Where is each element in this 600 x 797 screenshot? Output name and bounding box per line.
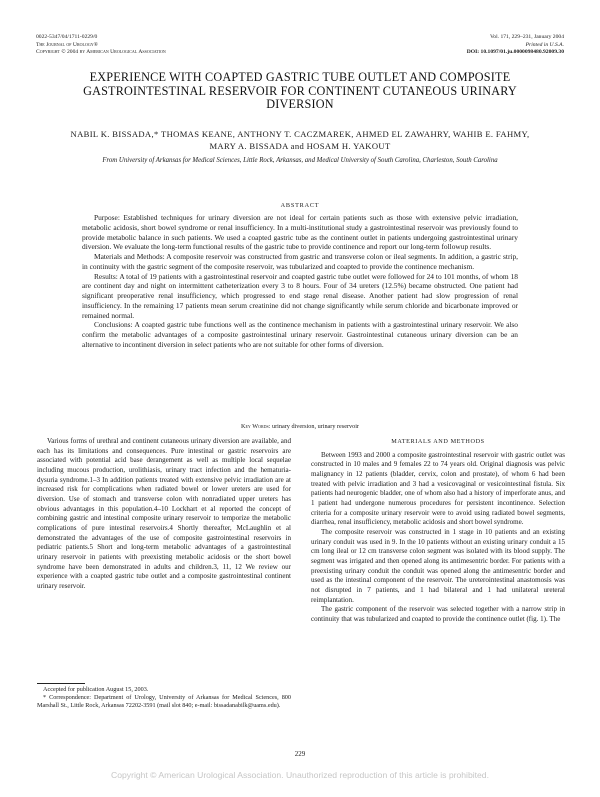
printed-line: Printed in U.S.A. [525,41,564,48]
methods-paragraph-1: Between 1993 and 2000 a composite gastrointestinal reservoir with gastric outlet was constructed in 10 males and 9 females 22 to 74 years old. Original diagnosis was pelvic malignancy in 12 patients (bladder, cervix, colon and prostate), of whom 6 had been treated with pelvic irradiation and 3 had a vesicovaginal or vesicointestinal fistula. Six patients had neurogenic bladder, one of whom also had a history of imperforate anus, and 1 patient had undergone numerous procedures for persistent incontinence. Selection criteria for a composite urinary reservoir were to avoid using radiated bowel segments, diarrhea, renal insufficiency, metabolic acidosis and short bowel syndrome. [311,450,565,527]
journal-header-left [36,34,166,57]
journal-name: The Journal of Urology® [36,41,98,48]
abstract-body [82,213,518,350]
abstract-heading: ABSTRACT [280,202,320,209]
methods-paragraph-2: The composite reservoir was constructed in 1 stage in 10 patients and an existing urinary conduit was used in 9. In the 10 patients without an existing urinary conduit a 15 cm long ileal or 12 cm transverse colon segment was isolated with its blood supply. The segment was irrigated and then opened along its antimesentric border. For patients with a preexisting urinary conduit the conduit was opened along the antimesentric border and used as the intestinal component of the reservoir. The ureterointestinal anastomosis was not disrupted in 7 patients, and 1 had bilateral and 1 had unilateral ureteral reimplantation. [311,527,565,604]
page-number: 229 [294,750,306,758]
section-heading: MATERIALS AND METHODS [391,438,485,445]
abstract-methods: Materials and Methods: A composite reservoir was constructed from gastric and transverse colon or ileal segments. In addition, a gastric strip, in continuity with the gastric segment of the composite reservoir, was tubularized and coapted to provide the continence mechanism. [82,252,518,271]
footnotes [37,686,291,710]
abstract-conclusions: Conclusions: A coapted gastric tube functions well as the continence mechanism in patients with a gastrointestinal urinary reservoir. We also confirm the metabolic advantages of a composite gastrointestinal urinary reservoir. Gastrointestinal cutaneous urinary diversion can be an alternative to incontinent diversion in select patients who are not suitable for other forms of diversion. [82,320,518,349]
footnote-separator [37,683,85,684]
journal-header-right [467,34,564,57]
methods-paragraph-3: The gastric component of the reservoir was selected together with a narrow strip in continuity that was tubularized and coapted to provide the continence outlet (fig. 1). The [311,605,565,623]
volume-line: Vol. 171, 229–231, January 2004 [489,34,564,40]
issn-line: 0022-5347/04/1711-0229/0 [36,34,98,40]
intro-paragraph: Various forms of urethral and continent cutaneous urinary diversion are available, and each has its limitations and consequences. Pure intestinal or gastric reservoirs are associated with potential acid base derangement as well as multiple local sequelae including mucous production, urolithiasis, urinary tract infection and the hematuria-dysuria syndrome.1–3 In addition patients treated with extensive pelvic irradiation are at increased risk for complications when radiated bowel or lower ureters are used for diversion. Use of stomach and transverse colon with nonradiated upper ureters has obvious advantages in this population.4–10 Lockhart et al reported the concept of combining gastric and intestinal composite urinary reservoir to temporize the metabolic complications of pure intestinal reservoirs.4 Shortly thereafter, McLaughlin et al demonstrated the advantages of the use of composite gastrointestinal reservoirs in pediatric patients.5 Short and long-term metabolic advantages of a gastrointestinal urinary reservoir in patients with preexisting metabolic acidosis or the short bowel syndrome have been demonstrated in adults and children.3, 11, 12 We review our experience with a coapted gastric tube outlet and a composite gastrointestinal continent urinary reservoir. [37,437,291,590]
correspondence-note: * Correspondence: Department of Urology, University of Arkansas for Medical Sciences, 800 Marshall St., Little Rock, Arkansas 72202-3591 (mail slot 840; e-mail: bissadanabilk@uams.edu). [37,694,291,710]
accepted-note: Accepted for publication August 15, 2003. [43,686,149,693]
abstract-results: Results: A total of 19 patients with a gastrointestinal reservoir and coapted gastric tube outlet were followed for 24 to 101 months, of whom 18 are continent day and night on intermittent catheterization every 3 to 8 hours. Four of 34 ureters (12.5%) became obstructed. One patient had significant preoperative renal insufficiency, which progressed to end stage renal disease. Another patient had slow progression of renal insufficiency. In the remaining 17 patients mean serum creatinine did not change significantly while serum chloride and bicarbonate improved or remained normal. [82,271,518,320]
copyright-line: Copyright © 2004 by American Urological Association [36,49,166,56]
article-title: EXPERIENCE WITH COAPTED GASTRIC TUBE OUTLET AND COMPOSITE GASTROINTESTINAL RESERVOIR FOR CONTINENT CUTANEOUS URINARY DIVERSION [83,70,517,112]
abstract-purpose: Purpose: Established techniques for urinary diversion are not ideal for certain patients such as those with extensive pelvic irradiation, metabolic acidosis, short bowel syndrome or renal insufficiency. In a multi-institutional study a gastrointestinal reservoir was previously found to provide metabolic balance in such patients. We used a coapted gastric tube as the continent outlet in patients undergoing gastrointestinal urinary diversion. We evaluate the long-term functional results of the gastric tube to provide continence and report our long-term followup results. [82,213,518,252]
copyright-watermark: Copyright © American Urological Association. Unauthorized reproduction of this article is prohibited. [111,770,489,780]
doi-line: DOI: 10.1097/01.ju.0000098480.92009.30 [466,49,564,56]
author-list: NABIL K. BISSADA,* THOMAS KEANE, ANTHONY T. CACZMAREK, AHMED EL ZAWAHRY, WAHIB E. FAHMY, MARY A. BISSADA and HOSAM H. YAKOUT [70,129,530,151]
affiliation: From University of Arkansas for Medical Sciences, Little Rock, Arkansas, and Medical University of South Carolina, Charleston, South Carolina [102,157,498,164]
keywords-label: Key Words: [241,423,271,430]
keywords-text: urinary diversion, urinary reservoir [272,423,359,430]
left-column [37,437,291,592]
right-column [311,437,565,624]
keywords [0,423,600,430]
